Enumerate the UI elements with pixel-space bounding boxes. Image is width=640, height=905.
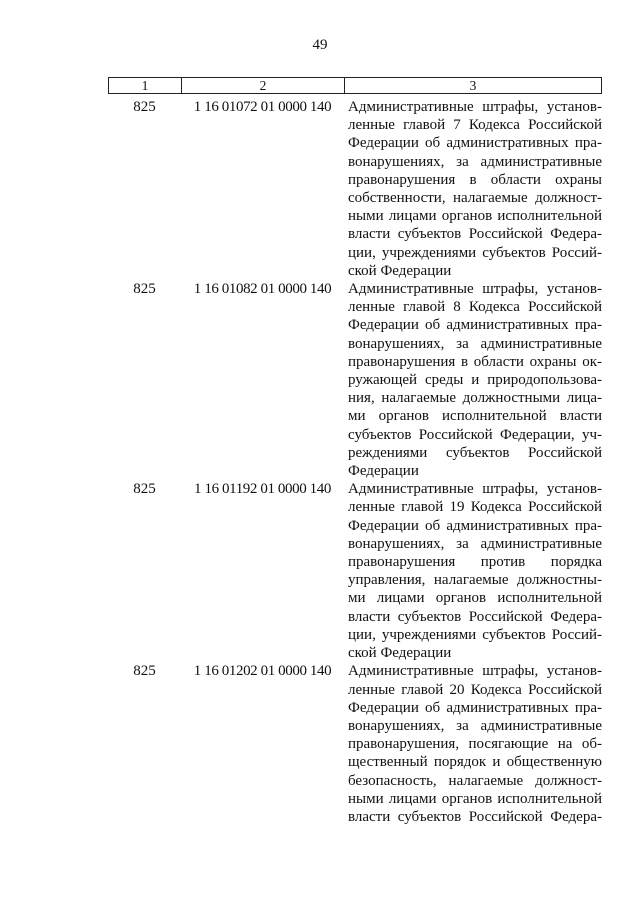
description-line: субъектов Российской Федерации, уч- bbox=[348, 426, 602, 443]
description-cell bbox=[344, 280, 602, 480]
description-line: ленные главой 8 Кодекса Российской bbox=[348, 299, 602, 316]
description-line: Административные штрафы, установ- bbox=[348, 99, 602, 115]
description-line: ции, учреждениями субъектов Россий- bbox=[348, 626, 602, 643]
description-line: ленные главой 7 Кодекса Российской bbox=[348, 117, 602, 134]
description-line: собственности, налагаемые должност- bbox=[348, 190, 602, 207]
description-line: Федерации об административных пра- bbox=[348, 699, 602, 716]
description-line: Федерации об административных пра- bbox=[348, 317, 602, 334]
admin-code-cell: 825 bbox=[133, 663, 156, 680]
description-line: управления, налагаемые должностны- bbox=[348, 572, 602, 589]
description-line: правонарушения в области охраны bbox=[348, 171, 602, 188]
kbk-code-cell: 1 16 01202 01 0000 140 bbox=[193, 663, 332, 680]
description-line: ными лицами органов исполнительной bbox=[348, 790, 602, 807]
description-line: ружающей среды и природопользова- bbox=[348, 372, 602, 389]
description-line: вонарушениях, за административные bbox=[348, 335, 602, 352]
description-line: щественный порядок и общественную bbox=[348, 754, 602, 771]
description-line: вонарушениях, за административные bbox=[348, 535, 602, 552]
admin-code-cell: 825 bbox=[133, 481, 156, 498]
description-line: власти субъектов Российской Федера- bbox=[348, 226, 602, 243]
description-cell bbox=[344, 98, 602, 280]
description-line: ми лицами органов исполнительной bbox=[348, 590, 602, 607]
description-line: ленные главой 20 Кодекса Российской bbox=[348, 681, 602, 698]
description-cell bbox=[344, 662, 602, 826]
description-line: власти субъектов Российской Федера- bbox=[348, 608, 602, 625]
table-row bbox=[108, 480, 602, 662]
description-cell bbox=[344, 480, 602, 662]
admin-code-cell: 825 bbox=[133, 281, 156, 298]
description-line: безопасность, налагаемые должност- bbox=[348, 772, 602, 789]
description-line: Федерации об административных пра- bbox=[348, 517, 602, 534]
description-line: правонарушения в области охраны ок- bbox=[348, 353, 602, 370]
table-header-col-1: 1 bbox=[109, 78, 182, 93]
description-line: Федерации bbox=[348, 463, 419, 480]
description-line: ния, налагаемые должностными лица- bbox=[348, 390, 602, 407]
table-row bbox=[108, 98, 602, 280]
kbk-code-cell: 1 16 01072 01 0000 140 bbox=[193, 99, 332, 115]
table-body bbox=[108, 98, 602, 826]
description-line: ской Федерации bbox=[348, 645, 452, 662]
description-line: Административные штрафы, установ- bbox=[348, 281, 602, 298]
table-row bbox=[108, 280, 602, 480]
description-line: власти субъектов Российской Федера- bbox=[348, 808, 602, 825]
description-line: правонарушения, посягающие на об- bbox=[348, 736, 602, 753]
description-line: ными лицами органов исполнительной bbox=[348, 208, 602, 225]
table-header-row bbox=[108, 77, 602, 94]
description-line: ленные главой 19 Кодекса Российской bbox=[348, 499, 602, 516]
description-line: Административные штрафы, установ- bbox=[348, 481, 602, 498]
description-line: ции, учреждениями субъектов Россий- bbox=[348, 244, 602, 261]
table-header-col-3: 3 bbox=[469, 78, 477, 93]
admin-code-cell: 825 bbox=[133, 99, 156, 115]
description-line: Федерации об административных пра- bbox=[348, 135, 602, 152]
table-row bbox=[108, 662, 602, 826]
kbk-code-cell: 1 16 01082 01 0000 140 bbox=[193, 281, 332, 298]
description-line: ской Федерации bbox=[348, 262, 452, 279]
kbk-code-cell: 1 16 01192 01 0000 140 bbox=[194, 481, 331, 498]
description-line: ми органов исполнительной власти bbox=[348, 408, 602, 425]
description-line: реждениями субъектов Российской bbox=[348, 444, 602, 461]
page-number: 49 bbox=[312, 37, 328, 53]
table-header-col-2: 2 bbox=[182, 78, 345, 93]
description-line: правонарушения против порядка bbox=[348, 554, 602, 571]
description-line: вонарушениях, за административные bbox=[348, 153, 602, 170]
description-line: вонарушениях, за административные bbox=[348, 717, 602, 734]
description-line: Административные штрафы, установ- bbox=[348, 663, 602, 680]
